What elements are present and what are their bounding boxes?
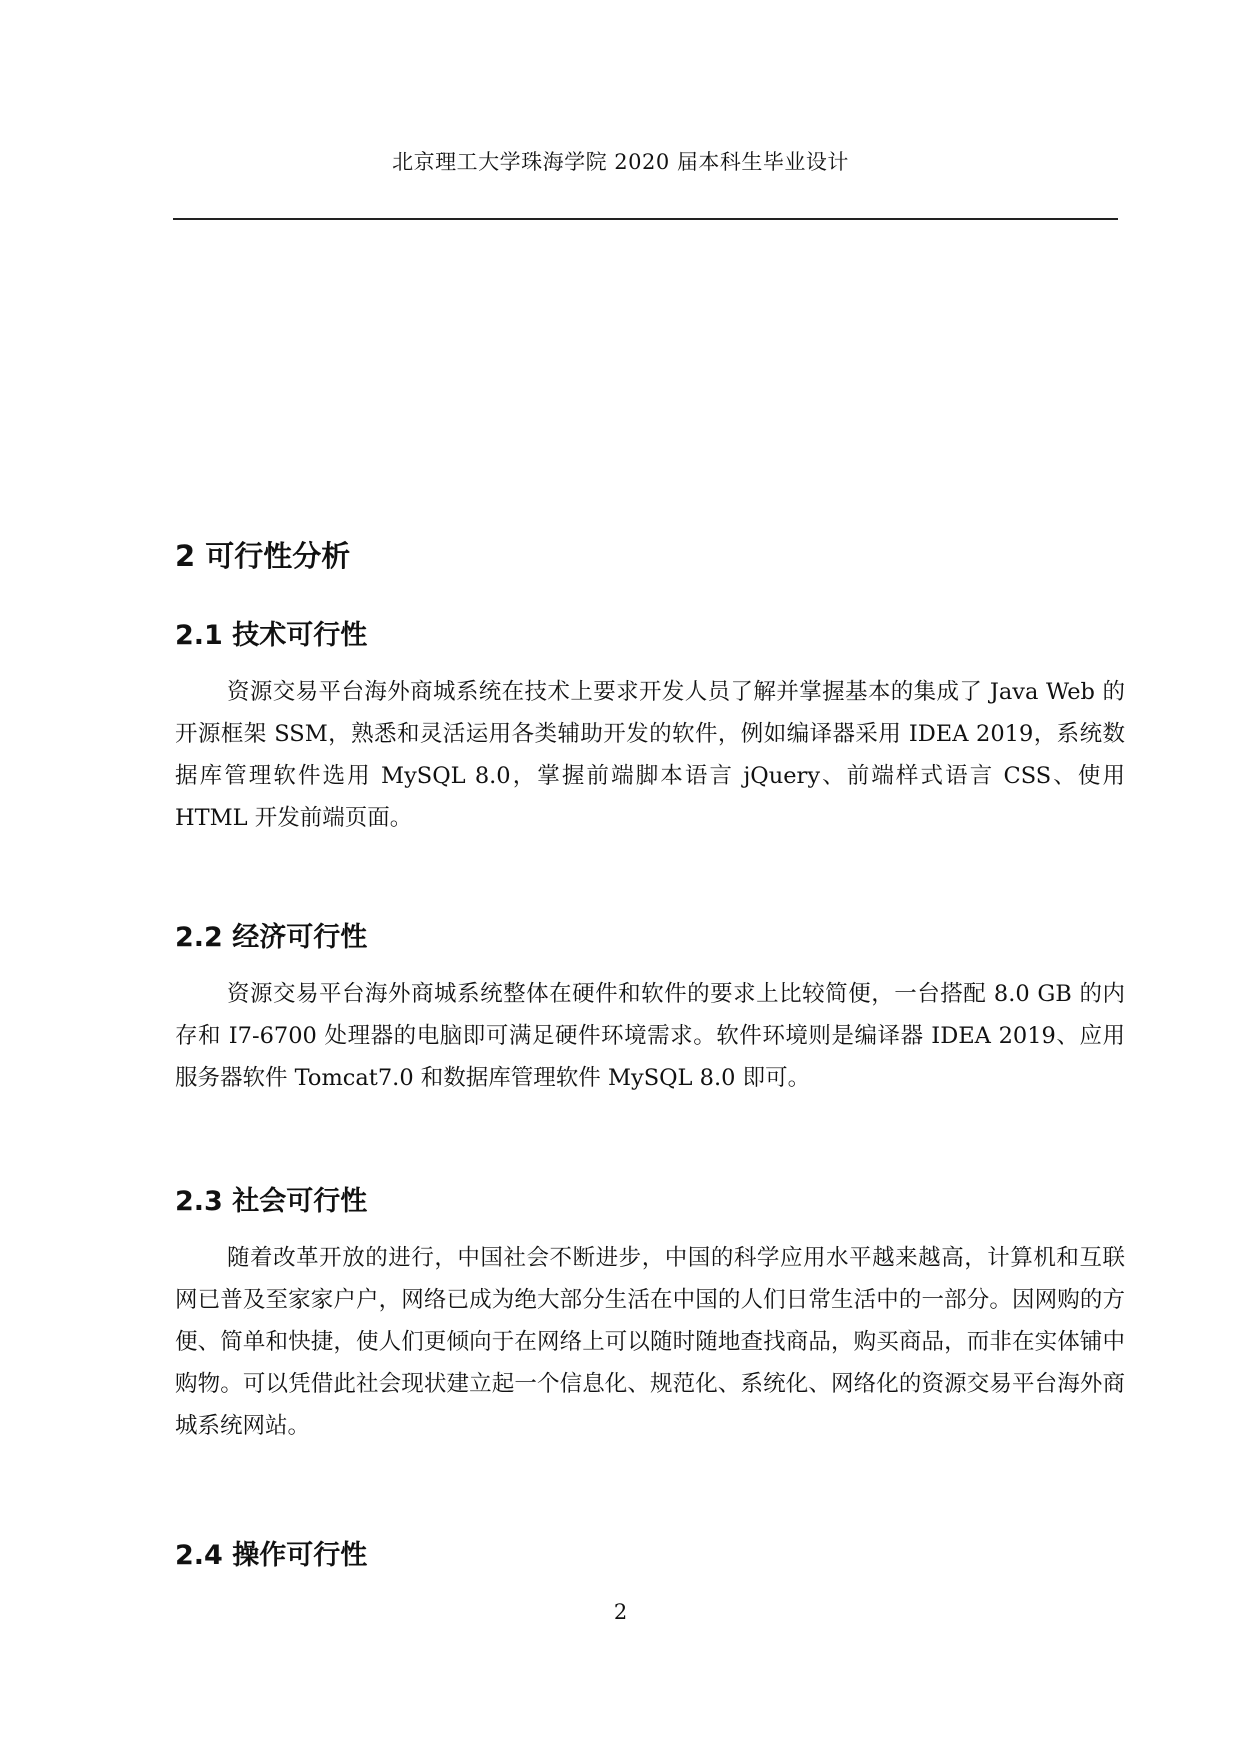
section-paragraph-2-2: 资源交易平台海外商城系统整体在硬件和软件的要求上比较简便，一台搭配 8.0 GB 的内存和 I7-6700 处理器的电脑即可满足硬件环境需求。软件环境则是编译器 IDEA 2019、应用服务器软件 Tomcat7.0 和数据库管理软件 MySQL 8.0 即可。 <box>175 981 1125 1091</box>
section-heading-2-3: 2.3 社会可行性 <box>175 1186 368 1217</box>
page-number: 2 <box>613 1600 628 1624</box>
section-heading-2-4: 2.4 操作可行性 <box>175 1540 368 1571</box>
section-heading-2-1: 2.1 技术可行性 <box>175 620 368 651</box>
running-header: 北京理工大学珠海学院 2020 届本科生毕业设计 <box>392 150 849 174</box>
section-paragraph-2-3: 随着改革开放的进行，中国社会不断进步，中国的科学应用水平越来越高，计算机和互联网已普及至家家户户，网络已成为绝大部分生活在中国的人们日常生活中的一部分。因网购的方便、简单和快捷，使人们更倾向于在网络上可以随时随地查找商品，购买商品，而非在实体铺中购物。可以凭借此社会现状建立起一个信息化、规范化、系统化、网络化的资源交易平台海外商城系统网站。 <box>175 1245 1125 1439</box>
header-divider <box>173 218 1118 220</box>
chapter-heading: 2 可行性分析 <box>175 539 351 573</box>
section-paragraph-2-1: 资源交易平台海外商城系统在技术上要求开发人员了解并掌握基本的集成了 Java Web 的开源框架 SSM，熟悉和灵活运用各类辅助开发的软件，例如编译器采用 IDEA 2019，系统数据库管理软件选用 MySQL 8.0，掌握前端脚本语言 jQuery、前端样式语言 CSS、使用 HTML 开发前端页面。 <box>175 679 1125 831</box>
section-heading-2-2: 2.2 经济可行性 <box>175 922 368 953</box>
